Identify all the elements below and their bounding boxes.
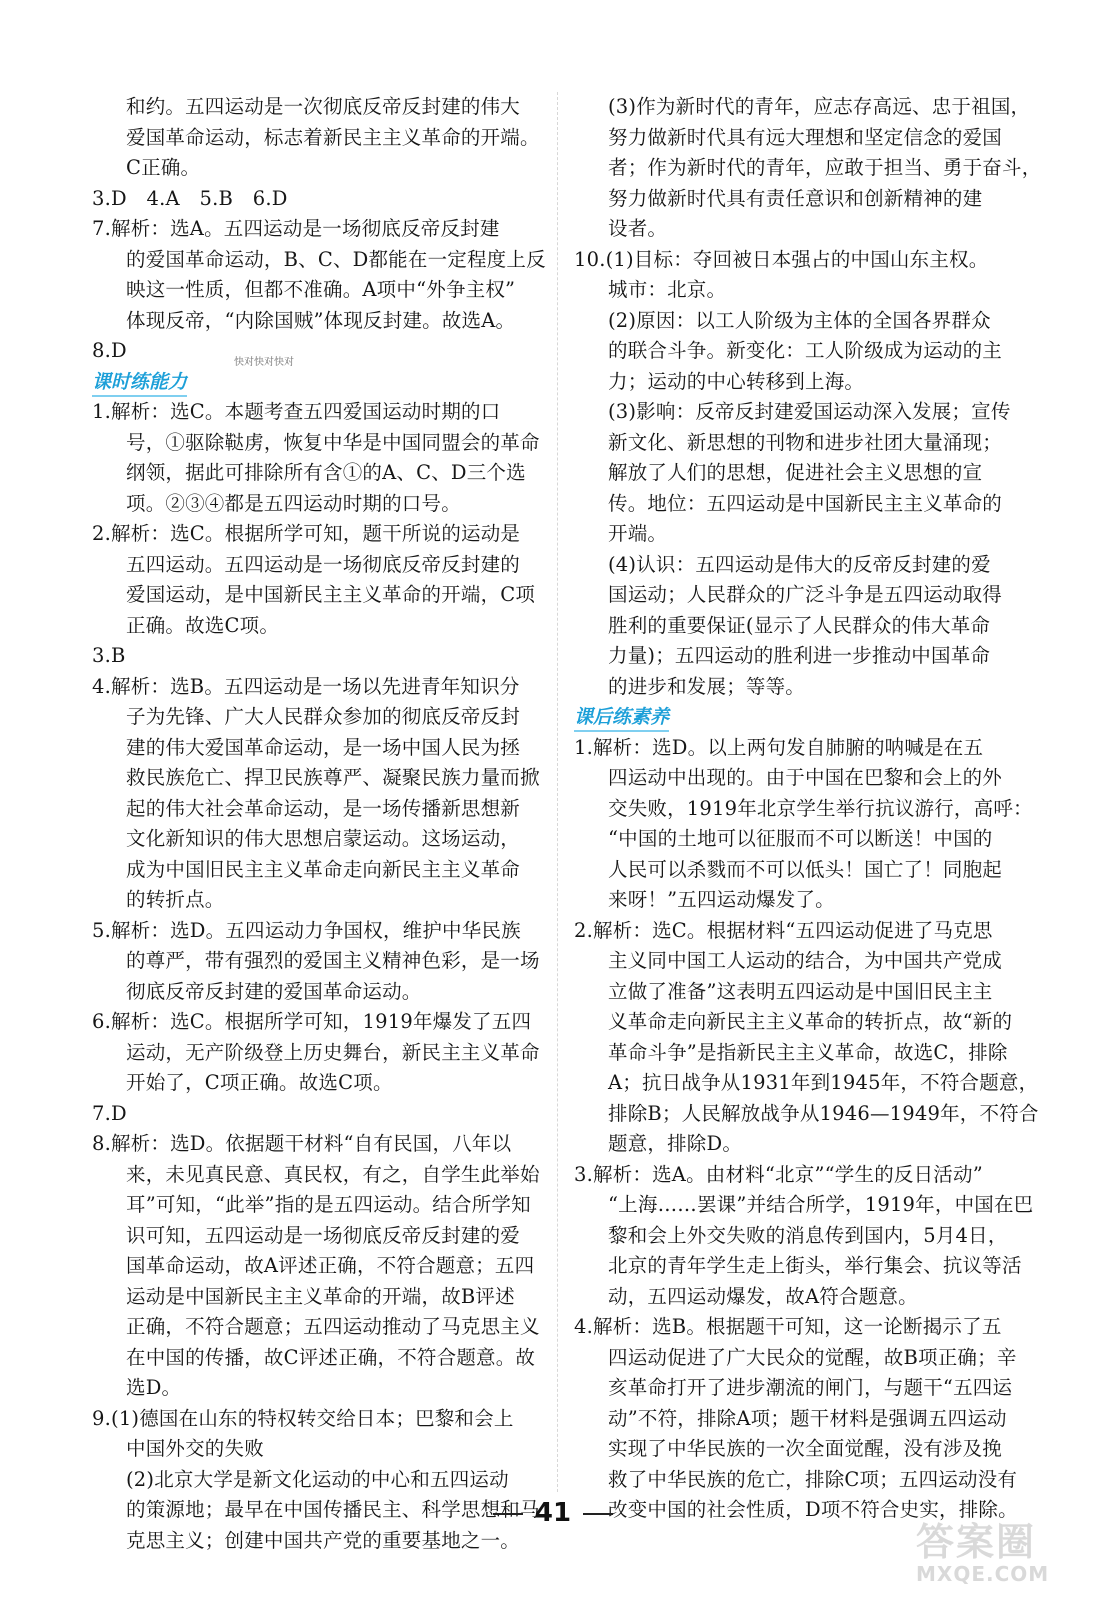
text-line: 正确，不符合题意；五四运动推动了马克思主义 [126, 1315, 540, 1338]
text-line: 立做了准备”这表明五四运动是中国旧民主主 [608, 979, 993, 1003]
text-line: 6.解析：选C。根据所学可知，1919年爆发了五四 [92, 1010, 532, 1033]
footer-dash-left [493, 1513, 523, 1515]
text-line: 来呀！”五四运动爆发了。 [608, 888, 835, 911]
text-line: 解放了人们的思想，促进社会主义思想的宣 [608, 461, 983, 484]
text-line: 的联合斗争。新变化：工人阶级成为运动的主 [608, 339, 1003, 362]
text-line: 实现了中华民族的一次全面觉醒，没有涉及挽 [608, 1437, 1003, 1460]
text-line: 在中国的传播，故C评述正确，不符合题意。故 [126, 1345, 536, 1369]
right-column [574, 92, 1042, 1526]
text-line: 救民族危亡、捍卫民族尊严、凝聚民族力量而掀 [126, 766, 540, 789]
text-line: 4.解析：选B。五四运动是一场以先进青年知识分 [92, 674, 520, 698]
watermark-logo-text: 答案圈 [916, 1520, 1037, 1564]
text-line: 1.解析：选C。本题考查五四爱国运动时期的口 [92, 400, 501, 423]
text-line: 运动是中国新民主主义革命的开端，故B评述 [126, 1284, 515, 1308]
text-line: 城市：北京。 [608, 278, 727, 301]
section-heading-text: 课后练素养 [574, 704, 669, 732]
text-line: (2)原因：以工人阶级为主体的全国各界群众 [608, 308, 991, 332]
text-line: 4.解析：选B。根据题干可知，这一论断揭示了五 [574, 1315, 1002, 1338]
text-line: 国革命运动，故A评述正确，不符合题意；五四 [126, 1254, 535, 1277]
text-line: 传。地位：五四运动是中国新民主主义革命的 [608, 491, 1003, 515]
text-line: 成为中国旧民主主义革命走向新民主主义革命 [126, 857, 521, 881]
text-line: 排除B；人民解放战争从1946—1949年，不符合 [608, 1101, 1039, 1125]
text-line: 8.D [92, 339, 127, 362]
text-line: A；抗日战争从1931年到1945年，不符合题意， [608, 1071, 1039, 1094]
text-line: 正确。故选C项。 [126, 613, 280, 637]
text-line: 映这一性质，但都不准确。A项中“外争主权” [126, 278, 516, 301]
text-line: 题意，排除D。 [608, 1132, 743, 1155]
text-line: 9.(1)德国在山东的特权转交给日本；巴黎和会上 [92, 1406, 514, 1430]
text-line: 努力做新时代具有责任意识和创新精神的建 [608, 186, 983, 210]
section-heading [574, 702, 1042, 733]
text-line: 3.解析：选A。由材料“北京”“学生的反日活动” [574, 1162, 983, 1186]
text-line: 3.B [92, 644, 126, 667]
text-line: 号，①驱除鞑虏，恢复中华是中国同盟会的革命 [126, 430, 540, 454]
text-line: 2.解析：选C。根据所学可知，题干所说的运动是 [92, 522, 521, 545]
text-line: 者；作为新时代的青年，应敢于担当、勇于奋斗， [608, 156, 1042, 179]
section-heading-text: 课时练能力 [92, 369, 187, 397]
footer-dash-right [583, 1513, 613, 1515]
text-line: 交失败，1919年北京学生举行抗议游行，高呼： [608, 796, 1033, 820]
text-line: 革命斗争”是指新民主主义革命，故选C，排除 [608, 1040, 1008, 1064]
text-line: 5.解析：选D。五四运动力争国权，维护中华民族 [92, 918, 521, 942]
watermark-url: MXQE.COM [916, 1562, 1050, 1586]
text-line: 中国外交的失败 [126, 1437, 264, 1460]
text-line: (3)影响：反帝反封建爱国运动深入发展；宣传 [608, 400, 1011, 423]
text-line: 北京的青年学生走上街头，举行集会、抗议等活 [608, 1254, 1022, 1277]
text-line: 爱国革命运动，标志着新民主主义革命的开端。 [126, 125, 540, 149]
text-line: 耳”可知，“此举”指的是五四运动。结合所学知 [126, 1193, 531, 1216]
text-line: 新文化、新思想的刊物和进步社团大量涌现； [608, 430, 1003, 454]
page-number: 41 [534, 1498, 572, 1528]
text-line: 彻底反帝反封建的爱国革命运动。 [126, 979, 422, 1003]
text-line: 救了中华民族的危亡，排除C项；五四运动没有 [608, 1467, 1018, 1491]
text-line: 力量)；五四运动的胜利进一步推动中国革命 [608, 644, 991, 667]
text-line: 胜利的重要保证(显示了人民群众的伟大革命 [608, 613, 991, 637]
text-line: 文化新知识的伟大思想启蒙运动。这场运动， [126, 827, 521, 850]
text-line: 开始了，C项正确。故选C项。 [126, 1071, 393, 1094]
text-line: 黎和会上外交失败的消息传到国内，5月4日， [608, 1223, 1008, 1247]
text-line: 3.D 4.A 5.B 6.D [92, 186, 288, 210]
text-line: 开端。 [608, 522, 668, 545]
text-line: 项。②③④都是五四运动时期的口号。 [126, 491, 461, 515]
text-line: 动，五四运动爆发，故A符合题意。 [608, 1284, 918, 1308]
text-line: 选D。 [126, 1376, 182, 1399]
text-line: 的尊严，带有强烈的爱国主义精神色彩，是一场 [126, 949, 540, 972]
handwritten-stamp [234, 357, 314, 369]
text-line: 克思主义；创建中国共产党的重要基地之一。 [126, 1528, 521, 1552]
text-line: 动”不符，排除A项；题干材料是强调五四运动 [608, 1406, 1007, 1430]
text-line: (4)认识：五四运动是伟大的反帝反封建的爱 [608, 552, 991, 576]
text-line: 1.解析：选D。以上两句发自肺腑的呐喊是在五 [574, 735, 984, 759]
text-line: 的进步和发展；等等。 [608, 674, 806, 698]
text-line: 力；运动的中心转移到上海。 [608, 369, 865, 393]
text-line: 来，未见真民意、真民权，有之，自学生此举始 [126, 1162, 540, 1186]
text-line: 的策源地；最早在中国传播民主、科学思想和马 [126, 1498, 540, 1521]
text-line: 亥革命打开了进步潮流的闸门，与题干“五四运 [608, 1376, 1013, 1399]
site-watermark-logo [916, 1522, 1096, 1592]
text-line: 识可知，五四运动是一场彻底反帝反封建的爱 [126, 1223, 521, 1247]
text-line: 和约。五四运动是一次彻底反帝反封建的伟大 [126, 95, 521, 118]
text-line: 2.解析：选C。根据材料“五四运动促进了马克思 [574, 918, 993, 942]
column-divider [557, 92, 558, 1492]
text-line: 7.D [92, 1101, 127, 1125]
text-line: 体现反帝，“内除国贼”体现反封建。故选A。 [126, 308, 516, 332]
text-line: C正确。 [126, 156, 201, 179]
text-line: 四运动促进了广大民众的觉醒，故B项正确；辛 [608, 1345, 1017, 1369]
text-line: “上海……罢课”并结合所学，1919年，中国在巴 [608, 1193, 1034, 1216]
stamp-text: 快对快对快对 [234, 357, 294, 368]
text-line: 8.解析：选D。依据题干材料“自有民国，八年以 [92, 1132, 512, 1155]
text-line: 四运动中出现的。由于中国在巴黎和会上的外 [608, 766, 1003, 789]
text-line: 改变中国的社会性质，D项不符合史实，排除。 [608, 1498, 1018, 1521]
text-line: (2)北京大学是新文化运动的中心和五四运动 [126, 1467, 509, 1491]
text-line: 起的伟大社会革命运动，是一场传播新思想新 [126, 796, 521, 820]
text-line: 运动，无产阶级登上历史舞台，新民主主义革命 [126, 1040, 540, 1064]
text-line: 五四运动。五四运动是一场彻底反帝反封建的 [126, 552, 521, 576]
text-line: 的爱国革命运动，B、C、D都能在一定程度上反 [126, 247, 546, 271]
section-heading [92, 367, 550, 398]
text-line: 建的伟大爱国革命运动，是一场中国人民为拯 [126, 735, 521, 759]
text-line: “中国的土地可以征服而不可以断送！中国的 [608, 827, 993, 850]
text-line: 设者。 [608, 217, 668, 240]
text-line: 努力做新时代具有远大理想和坚定信念的爱国 [608, 125, 1003, 149]
text-line: 义革命走向新民主主义革命的转折点，故“新的 [608, 1010, 1013, 1033]
text-line: 的转折点。 [126, 888, 225, 911]
text-line: 爱国运动，是中国新民主主义革命的开端，C项 [126, 583, 536, 606]
text-line: (3)作为新时代的青年，应志存高远、忠于祖国， [608, 95, 1031, 118]
text-line: 10.(1)目标：夺回被日本强占的中国山东主权。 [574, 247, 989, 271]
text-line: 7.解析：选A。五四运动是一场彻底反帝反封建 [92, 217, 500, 240]
text-line: 人民可以杀戮而不可以低头！国亡了！同胞起 [608, 857, 1003, 881]
left-column [92, 92, 550, 1556]
text-line: 主义同中国工人运动的结合，为中国共产党成 [608, 949, 1003, 972]
text-line: 国运动；人民群众的广泛斗争是五四运动取得 [608, 583, 1003, 606]
text-line: 纲领，据此可排除所有含①的A、C、D三个选 [126, 461, 526, 484]
text-line: 子为先锋、广大人民群众参加的彻底反帝反封 [126, 705, 521, 728]
